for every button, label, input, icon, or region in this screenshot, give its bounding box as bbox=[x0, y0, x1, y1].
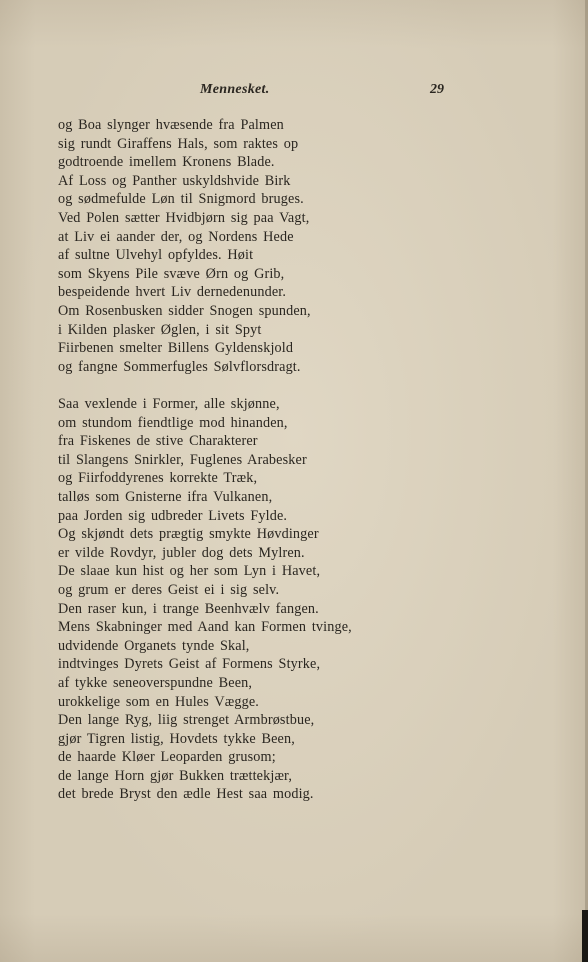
poem-line: gjør Tigren listig, Hovdets tykke Been, bbox=[58, 730, 295, 747]
poem-line: de lange Horn gjør Bukken trættekjær, bbox=[58, 767, 293, 784]
poem-line: af sultne Ulvehyl opfyldes. Høit bbox=[58, 247, 254, 264]
page-header bbox=[0, 82, 588, 102]
page-edge-mark bbox=[582, 910, 588, 962]
poem-line: Fiirbenen smelter Billens Gyldenskjold bbox=[58, 340, 294, 357]
poem-line: og Boa slynger hvæsende fra Palmen bbox=[58, 117, 284, 133]
poem-line: sig rundt Giraffens Hals, som raktes op bbox=[58, 135, 299, 152]
stanza-1 bbox=[58, 116, 311, 376]
poem-line: af tykke seneoverspundne Been, bbox=[58, 674, 253, 691]
poem-line: Ved Polen sætter Hvidbjørn sig paa Vagt, bbox=[58, 209, 310, 226]
poem-line: det brede Bryst den ædle Hest saa modig. bbox=[58, 786, 314, 803]
poem-line: Om Rosenbusken sidder Snogen spunden, bbox=[58, 302, 311, 319]
poem-line: og fangne Sommerfugles Sølvflorsdragt. bbox=[58, 358, 301, 375]
poem-line: Og skjøndt dets prægtig smykte Høvdinger bbox=[58, 526, 319, 543]
poem-line: indtvinges Dyrets Geist af Formens Styrke, bbox=[58, 656, 321, 673]
poem-line: i Kilden plasker Øglen, i sit Spyt bbox=[58, 321, 262, 338]
poem-line: bespeidende hvert Liv dernedenunder. bbox=[58, 284, 287, 301]
poem-line: som Skyens Pile svæve Ørn og Grib, bbox=[58, 265, 285, 282]
poem-line: paa Jorden sig udbreder Livets Fylde. bbox=[58, 507, 288, 524]
poem-line: de haarde Kløer Leoparden grusom; bbox=[58, 749, 276, 766]
stanza-2 bbox=[58, 395, 352, 804]
poem-line: at Liv ei aander der, og Nordens Hede bbox=[58, 228, 294, 245]
poem-line: Den lange Ryg, liig strenget Armbrøstbue, bbox=[58, 712, 315, 729]
poem-line: Mens Skabninger med Aand kan Formen tvinge, bbox=[58, 619, 352, 636]
poem-line: urokkelige som en Hules Vægge. bbox=[58, 693, 259, 710]
poem-line: Af Loss og Panther uskyldshvide Birk bbox=[58, 172, 291, 189]
poem-line: og sødmefulde Løn til Snigmord bruges. bbox=[58, 191, 304, 208]
poem-line: Saa vexlende i Former, alle skjønne, bbox=[58, 396, 280, 412]
poem-line: og Fiirfoddyrenes korrekte Træk, bbox=[58, 470, 258, 487]
poem-line: til Slangens Snirkler, Fuglenes Arabesker bbox=[58, 451, 307, 468]
poem-line: udvidende Organets tynde Skal, bbox=[58, 637, 250, 654]
poem-line: om stundom fiendtlige mod hinanden, bbox=[58, 414, 288, 431]
poem-line: og grum er deres Geist ei i sig selv. bbox=[58, 581, 280, 598]
poem-line: fra Fiskenes de stive Charakterer bbox=[58, 433, 258, 450]
page-number: 29 bbox=[430, 82, 444, 97]
running-title: Mennesket. bbox=[200, 82, 270, 97]
poem-line: godtroende imellem Kronens Blade. bbox=[58, 154, 275, 171]
poem-line: Den raser kun, i trange Beenhvælv fangen. bbox=[58, 600, 319, 617]
poem-line: talløs som Gnisterne ifra Vulkanen, bbox=[58, 488, 273, 505]
poem-line: De slaae kun hist og her som Lyn i Havet, bbox=[58, 563, 321, 580]
poem-line: er vilde Rovdyr, jubler dog dets Mylren. bbox=[58, 544, 305, 561]
